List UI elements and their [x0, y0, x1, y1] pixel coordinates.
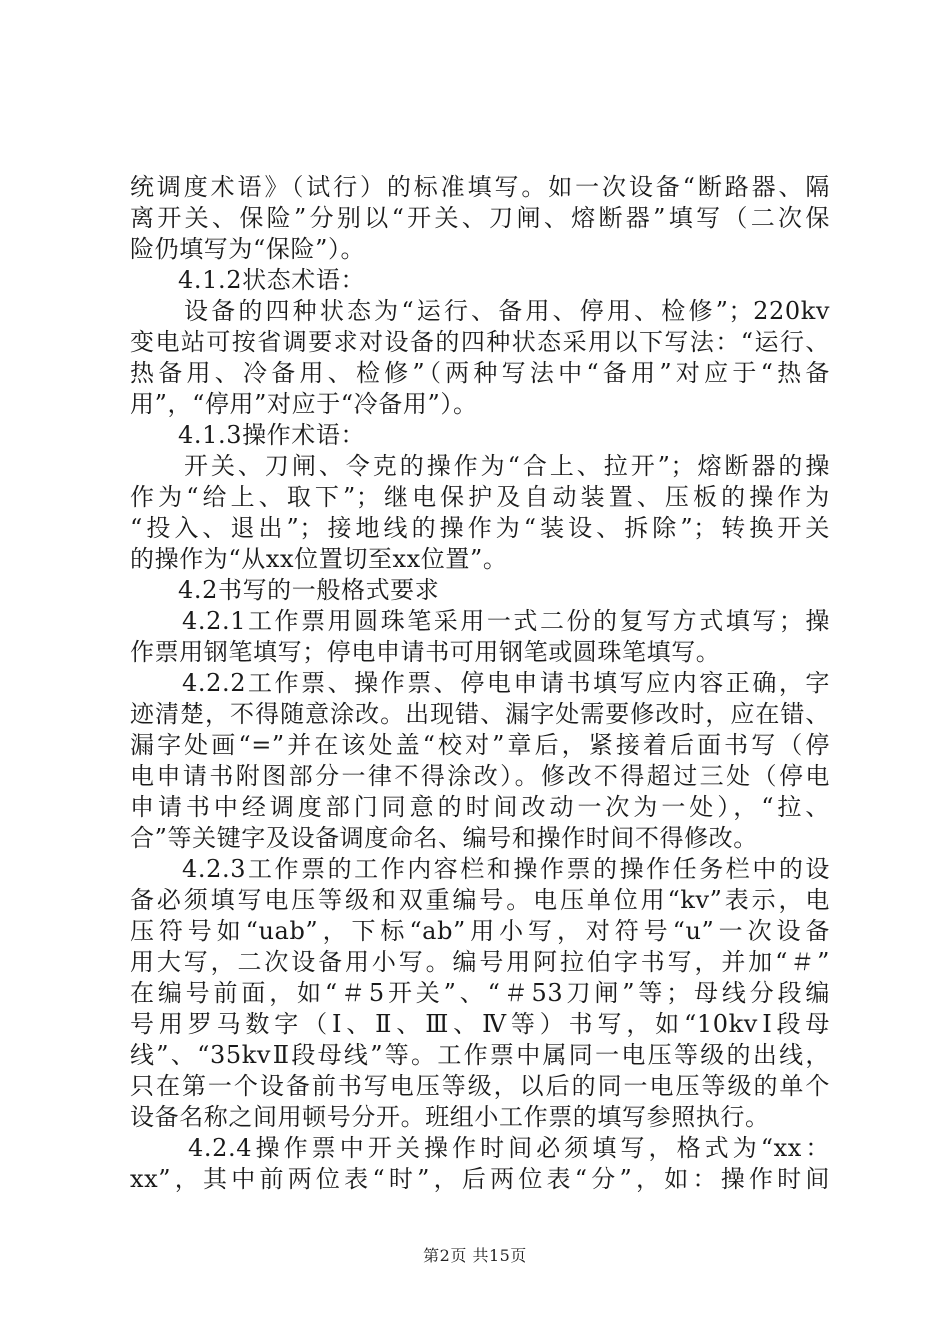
text-line: 线”、“35kvⅡ段母线”等。工作票中属同一电压等级的出线，: [130, 1041, 830, 1069]
page-number-footer: 第2页 共15页: [423, 1246, 527, 1265]
text-line: 统调度术语》（试行）的标准填写。如一次设备“断路器、隔: [130, 173, 830, 201]
text-line: 漏字处画“=”并在该处盖“校对”章后，紧接着后面书写（停: [130, 731, 830, 759]
text-line: 号用罗马数字（Ⅰ、Ⅱ、Ⅲ、Ⅳ等）书写，如“10kvⅠ段母: [130, 1010, 830, 1038]
text-line: 合”等关键字及设备调度命名、编号和操作时间不得修改。: [130, 824, 758, 852]
text-line: 的操作为“从xx位置切至xx位置”。: [130, 545, 508, 573]
text-line: 电申请书附图部分一律不得涂改）。修改不得超过三处（停电: [130, 762, 830, 790]
text-line: 4.2.2工作票、操作票、停电申请书填写应内容正确，字: [182, 669, 830, 697]
document-body: [130, 172, 830, 1195]
text-line: 备必须填写电压等级和双重编号。电压单位用“kv”表示，电: [130, 886, 830, 914]
text-line: 压符号如“uab”，下标“ab”用小写，对符号“u”一次设备: [130, 917, 830, 945]
text-line: 开关、刀闸、令克的操作为“合上、拉开”；熔断器的操: [184, 452, 830, 480]
text-line: 4.2.3工作票的工作内容栏和操作票的操作任务栏中的设: [182, 855, 830, 883]
text-line: 只在第一个设备前书写电压等级，以后的同一电压等级的单个: [130, 1072, 830, 1100]
text-line: 申请书中经调度部门同意的时间改动一次为一处），“拉、: [130, 793, 830, 821]
text-line: 作为“给上、取下”；继电保护及自动装置、压板的操作为: [130, 483, 830, 511]
text-line: xx”，其中前两位表“时”，后两位表“分”，如：操作时间: [130, 1165, 830, 1193]
text-line: “投入、退出”；接地线的操作为“装设、拆除”；转换开关: [130, 514, 830, 542]
text-line: 险仍填写为“保险”）。: [130, 235, 366, 263]
section-heading-4-1-2: 4.1.2状态术语：: [178, 266, 366, 294]
text-line: 变电站可按省调要求对设备的四种状态采用以下写法：“运行、: [130, 328, 830, 356]
text-line: 迹清楚，不得随意涂改。出现错、漏字处需要修改时，应在错、: [130, 700, 830, 728]
text-line: 离开关、保险”分别以“开关、刀闸、熔断器”填写（二次保: [130, 204, 830, 232]
text-line: 设备的四种状态为“运行、备用、停用、检修”；220kv: [184, 297, 830, 325]
text-line: 在编号前面，如“＃5开关”、“＃53刀闸”等；母线分段编: [130, 979, 830, 1007]
text-line: 用大写，二次设备用小写。编号用阿拉伯字书写，并加“＃”: [130, 948, 830, 976]
text-line: 作票用钢笔填写；停电申请书可用钢笔或圆珠笔填写。: [130, 638, 721, 666]
text-line: 4.2.4操作票中开关操作时间必须填写，格式为“xx：: [188, 1134, 830, 1162]
section-heading-4-1-3: 4.1.3操作术语：: [178, 421, 366, 449]
section-heading-4-2: 4.2书写的一般格式要求: [178, 576, 440, 604]
text-line: 热备用、冷备用、检修”（两种写法中“备用”对应于“热备: [130, 359, 830, 387]
text-line: 用”，“停用”对应于“冷备用”）。: [130, 390, 478, 418]
text-line: 4.2.1工作票用圆珠笔采用一式二份的复写方式填写；操: [182, 607, 830, 635]
text-line: 设备名称之间用顿号分开。班组小工作票的填写参照执行。: [130, 1103, 770, 1131]
